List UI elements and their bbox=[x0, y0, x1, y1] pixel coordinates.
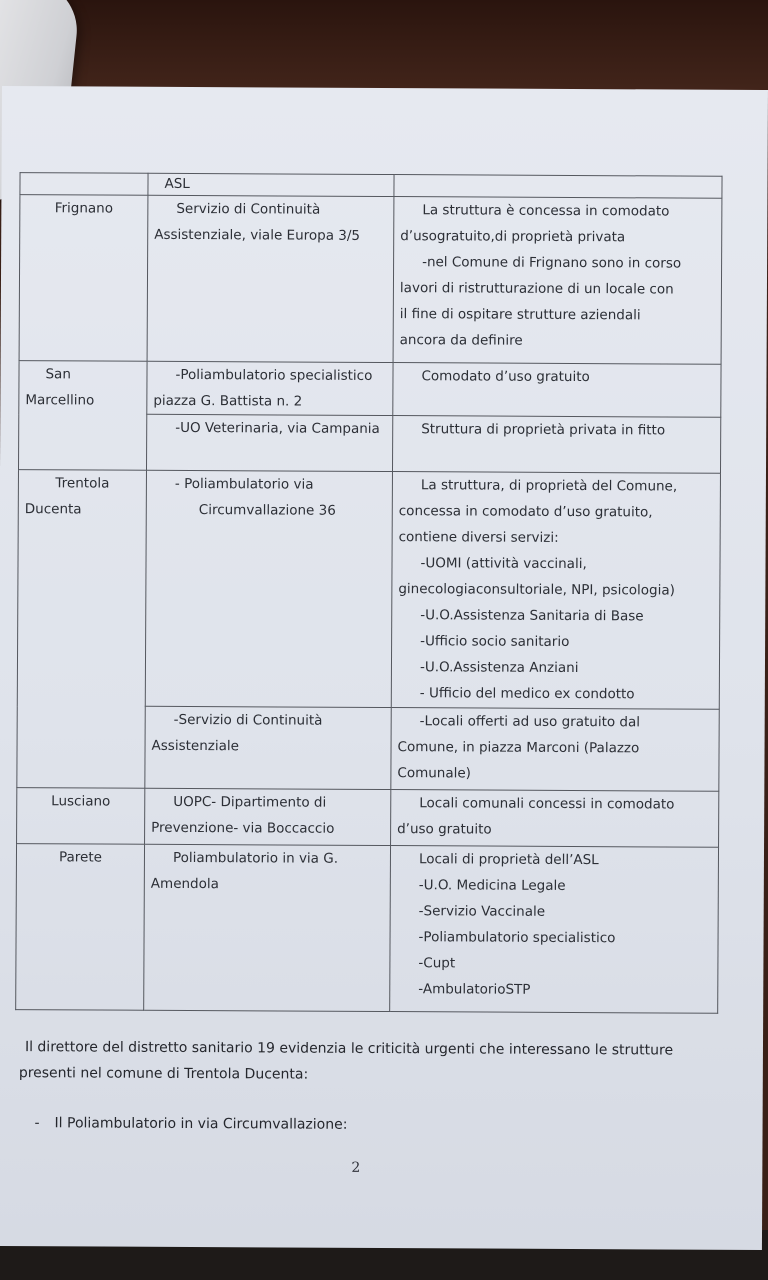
place-cell: Parete bbox=[16, 844, 145, 1011]
notes-cell: Locali comunali concessi in comodato d’uso gratuito bbox=[391, 790, 719, 848]
header-cell-asl: ASL bbox=[148, 173, 394, 196]
header-cell-empty bbox=[20, 173, 148, 196]
paragraph-line-2: presenti nel comune di Trentola Ducenta: bbox=[18, 1065, 309, 1083]
structure-cell: -Poliambulatorio specialistico piazza G. Battista n. 2 bbox=[147, 361, 393, 415]
document-page bbox=[0, 86, 768, 1250]
table-row bbox=[19, 195, 722, 365]
bullet-marker: - bbox=[34, 1115, 40, 1132]
header-cell-empty-2 bbox=[394, 175, 722, 199]
notes-cell: Struttura di proprietà privata in fitto bbox=[392, 416, 720, 474]
table-row bbox=[17, 470, 720, 710]
place-cell: Lusciano bbox=[17, 788, 145, 845]
table-row bbox=[19, 361, 721, 418]
place-cell: Trentola Ducenta bbox=[17, 470, 147, 789]
place-cell: San Marcellino bbox=[18, 361, 147, 471]
paragraph-line-1: Il direttore del distretto sanitario 19 evidenzia le criticità urgenti che interessano le strutture bbox=[24, 1039, 674, 1059]
page-number: 2 bbox=[351, 1159, 361, 1176]
notes-cell: La struttura, di proprietà del Comune, concessa in comodato d’uso gratuito, contiene diversi servizi: -UOMI (attività vaccinali, ginecologiaconsultoriale, NPI, psicologia) -U.O.Assistenza Sanitaria di Base -Ufficio socio sanitario -U.O.Assistenza Anziani - Ufficio del medico ex condotto bbox=[391, 472, 720, 710]
notes-cell: Comodato d’uso gratuito bbox=[393, 363, 721, 418]
notes-cell: Locali di proprietà dell’ASL -U.O. Medicina Legale -Servizio Vaccinale -Poliambulatorio specialistico -Cupt -AmbulatorioSTP bbox=[390, 846, 719, 1014]
structure-cell: -UO Veterinaria, via Campania bbox=[146, 414, 392, 471]
bullet-text: Il Poliambulatorio in via Circumvallazione: bbox=[54, 1115, 348, 1133]
paragraph bbox=[19, 1034, 719, 1090]
place-cell: Frignano bbox=[19, 195, 148, 362]
bullet-item bbox=[19, 1110, 719, 1140]
table-row bbox=[17, 788, 719, 848]
structure-cell: - Poliambulatorio via Circumvallazione 36 bbox=[145, 470, 392, 707]
structures-table bbox=[15, 172, 722, 1014]
structure-cell: Poliambulatorio in via G. Amendola bbox=[144, 844, 391, 1011]
notes-cell: -Locali offerti ad uso gratuito dal Comune, in piazza Marconi (Palazzo Comunale) bbox=[391, 708, 719, 792]
structure-cell: UOPC- Dipartimento di Prevenzione- via Boccaccio bbox=[145, 788, 391, 845]
table-row bbox=[16, 844, 719, 1014]
structure-cell: Servizio di Continuità Assistenziale, viale Europa 3/5 bbox=[147, 195, 394, 362]
structure-cell: -Servizio di Continuità Assistenziale bbox=[145, 706, 391, 789]
notes-cell: La struttura è concessa in comodato d’usogratuito,di proprietà privata -nel Comune di Frignano sono in corso lavori di ristrutturazione di un locale con il fine di ospitare strutture aziendali ancora da definire bbox=[393, 197, 722, 365]
